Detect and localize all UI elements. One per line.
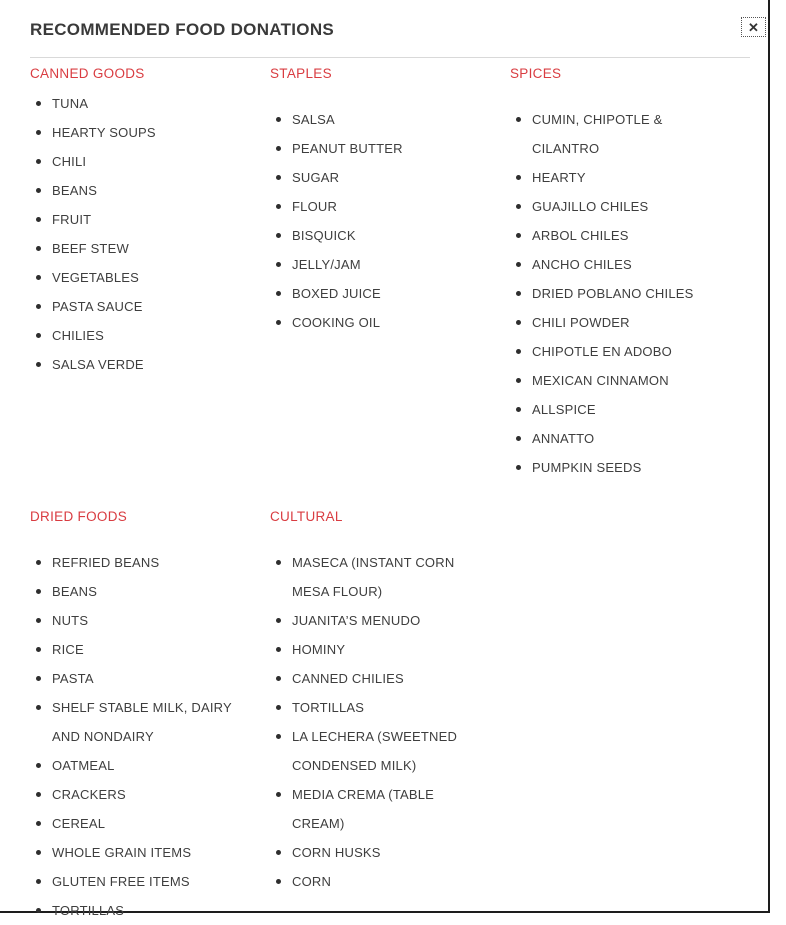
section-dried-foods <box>30 508 270 925</box>
list-item: JELLY/JAM <box>270 250 490 279</box>
list-item: ALLSPICE <box>510 395 730 424</box>
list-item: CRACKERS <box>30 780 250 809</box>
list-item: BEEF STEW <box>30 234 250 263</box>
list-item: GLUTEN FREE ITEMS <box>30 867 250 896</box>
list-item: OATMEAL <box>30 751 250 780</box>
list-item: BISQUICK <box>270 221 490 250</box>
list-item: TORTILLAS <box>270 693 490 722</box>
list-item: BOXED JUICE <box>270 279 490 308</box>
list-item: CANNED CHILIES <box>270 664 490 693</box>
list-item: CORN <box>270 867 490 896</box>
list-item: FLOUR <box>270 192 490 221</box>
list-item: ARBOL CHILES <box>510 221 730 250</box>
list-item: PASTA SAUCE <box>30 292 250 321</box>
list-item: RICE <box>30 635 250 664</box>
section-heading: SPICES <box>510 66 562 81</box>
list-item: SHELF STABLE MILK, DAIRY AND NONDAIRY <box>30 693 250 751</box>
list-item: SUGAR <box>270 163 490 192</box>
list-item: VEGETABLES <box>30 263 250 292</box>
list-item: NUTS <box>30 606 250 635</box>
section-cultural <box>270 508 510 925</box>
modal-title: RECOMMENDED FOOD DONATIONS <box>30 20 335 39</box>
section-heading: CULTURAL <box>270 509 343 524</box>
list-item: HEARTY SOUPS <box>30 118 250 147</box>
section-list <box>270 105 510 337</box>
list-item: HOMINY <box>270 635 490 664</box>
section-list <box>510 105 750 482</box>
list-item: LA LECHERA (SWEETNED CONDENSED MILK) <box>270 722 490 780</box>
section-list <box>30 89 270 379</box>
list-item: PEANUT BUTTER <box>270 134 490 163</box>
list-item: TORTILLAS <box>30 896 250 925</box>
section-heading: DRIED FOODS <box>30 509 128 524</box>
close-button[interactable] <box>741 17 766 37</box>
list-item: GUAJILLO CHILES <box>510 192 730 221</box>
list-item: CORN HUSKS <box>270 838 490 867</box>
title-divider <box>30 57 750 58</box>
list-item: WHOLE GRAIN ITEMS <box>30 838 250 867</box>
list-item: BEANS <box>30 176 250 205</box>
list-item: MASECA (INSTANT CORN MESA FLOUR) <box>270 548 490 606</box>
list-item: SALSA VERDE <box>30 350 250 379</box>
list-item: JUANITA’S MENUDO <box>270 606 490 635</box>
list-item: MEDIA CREMA (TABLE CREAM) <box>270 780 490 838</box>
section-heading: CANNED GOODS <box>30 66 145 81</box>
list-item: PASTA <box>30 664 250 693</box>
list-item: CEREAL <box>30 809 250 838</box>
list-item: ANNATTO <box>510 424 730 453</box>
list-item: ANCHO CHILES <box>510 250 730 279</box>
section-canned-goods <box>30 65 270 482</box>
list-item: CHILI <box>30 147 250 176</box>
close-icon: ✕ <box>748 19 759 35</box>
list-item: PUMPKIN SEEDS <box>510 453 730 482</box>
list-item: TUNA <box>30 89 250 118</box>
section-heading: STAPLES <box>270 66 332 81</box>
section-spices <box>510 65 750 482</box>
list-item: BEANS <box>30 577 250 606</box>
sections-grid <box>30 65 750 925</box>
section-list <box>30 548 270 925</box>
list-item: CHILIES <box>30 321 250 350</box>
list-item: CHIPOTLE EN ADOBO <box>510 337 730 366</box>
list-item: HEARTY <box>510 163 730 192</box>
section-staples <box>270 65 510 482</box>
list-item: MEXICAN CINNAMON <box>510 366 730 395</box>
list-item: CUMIN, CHIPOTLE & CILANTRO <box>510 105 730 163</box>
list-item: SALSA <box>270 105 490 134</box>
list-item: COOKING OIL <box>270 308 490 337</box>
list-item: DRIED POBLANO CHILES <box>510 279 730 308</box>
list-item: FRUIT <box>30 205 250 234</box>
section-list <box>270 548 510 896</box>
list-item: REFRIED BEANS <box>30 548 250 577</box>
list-item: CHILI POWDER <box>510 308 730 337</box>
